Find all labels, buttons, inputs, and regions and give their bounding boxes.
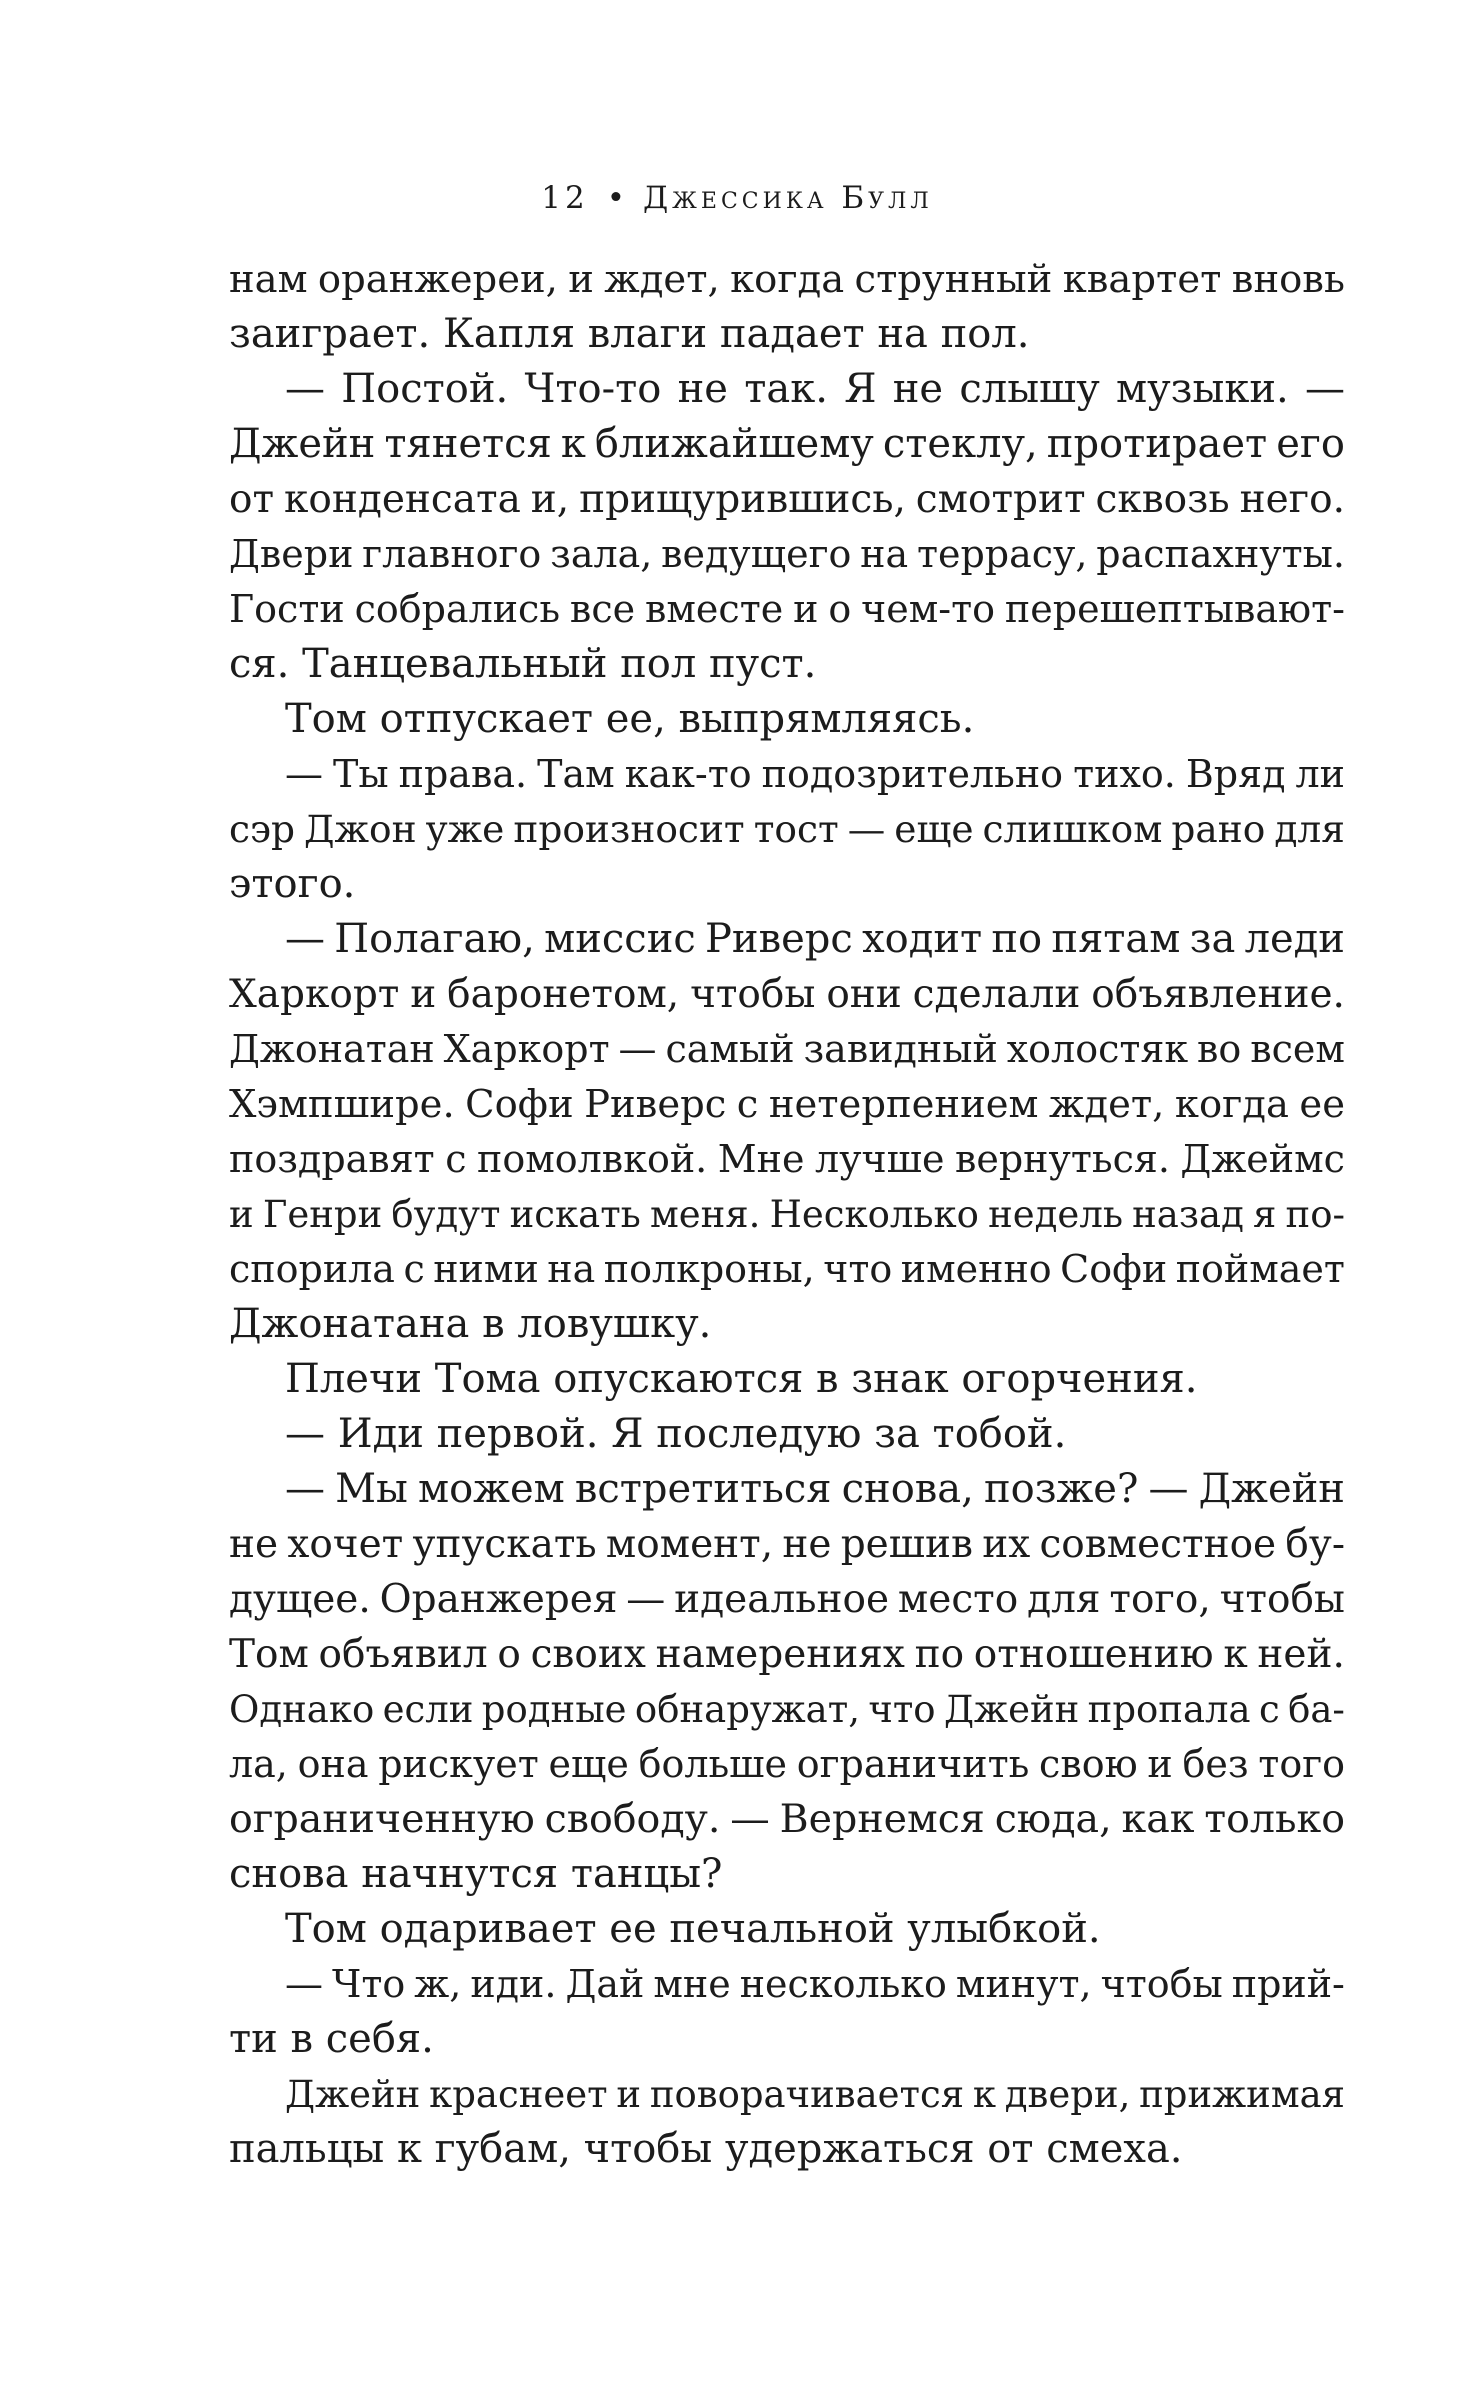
text-line: — Постой. Что-то не так. Я не слышу музыки. —: [285, 366, 1345, 412]
text-line: Том объявил о своих намерениях по отношению к ней.: [229, 1632, 1345, 1677]
text-line: ограниченную свободу. — Вернемся сюда, как только: [229, 1796, 1345, 1842]
body-text: [229, 252, 1345, 2177]
text-line: спорила с ними на полкроны, что именно Софи поймает: [229, 1247, 1345, 1291]
text-line: Джонатана в ловушку.: [229, 1301, 712, 1347]
text-line: Джонатан Харкорт — самый завидный холостяк во всем: [229, 1027, 1345, 1071]
text-line: заиграет. Капля влаги падает на пол.: [229, 311, 1030, 357]
text-line: этого.: [229, 861, 356, 907]
text-line: дущее. Оранжерея — идеальное место для того, чтобы: [229, 1577, 1345, 1622]
text-line: — Что ж, иди. Дай мне несколько минут, чтобы прий-: [285, 1962, 1345, 2006]
text-line: Плечи Тома опускаются в знак огорчения.: [285, 1356, 1198, 1402]
text-line: Хэмпшире. Софи Риверс с нетерпением ждет, когда ее: [229, 1082, 1345, 1127]
text-line: нам оранжереи, и ждет, когда струнный квартет вновь: [229, 257, 1345, 302]
text-line: ся. Танцевальный пол пуст.: [229, 641, 817, 687]
text-line: поздравят с помолвкой. Мне лучше вернуться. Джеймс: [229, 1137, 1345, 1181]
text-line: не хочет упускать момент, не решив их совместное бу-: [229, 1522, 1345, 1567]
text-line: пальцы к губам, чтобы удержаться от смеха.: [229, 2126, 1183, 2172]
text-line: — Ты права. Там как-то подозрительно тихо. Вряд ли: [285, 752, 1345, 796]
text-line: Том отпускает ее, выпрямляясь.: [285, 696, 975, 742]
header-author: Джессика Булл: [642, 180, 933, 216]
text-line: сэр Джон уже произносит тост — еще слишком рано для: [229, 807, 1345, 851]
header-separator: •: [606, 180, 625, 216]
text-line: Харкорт и баронетом, чтобы они сделали объявление.: [229, 972, 1345, 1017]
text-line: Джейн тянется к ближайшему стеклу, протирает его: [229, 421, 1345, 467]
text-line: ти в себя.: [229, 2016, 434, 2062]
text-line: Том одаривает ее печальной улыбкой.: [285, 1906, 1101, 1952]
text-line: Однако если родные обнаружат, что Джейн пропала с ба-: [229, 1688, 1345, 1731]
text-line: и Генри будут искать меня. Несколько недель назад я по-: [229, 1193, 1345, 1236]
text-line: Двери главного зала, ведущего на террасу, распахнуты.: [229, 532, 1345, 576]
running-header: [0, 178, 1474, 218]
text-line: Джейн краснеет и поворачивается к двери, прижимая: [285, 2073, 1345, 2116]
text-line: — Мы можем встретиться снова, позже? — Джейн: [285, 1466, 1345, 1512]
text-line: — Иди первой. Я последую за тобой.: [285, 1411, 1067, 1457]
text-line: от конденсата и, прищурившись, смотрит сквозь него.: [229, 477, 1345, 522]
text-line: — Полагаю, миссис Риверс ходит по пятам за леди: [285, 916, 1345, 962]
text-line: снова начнутся танцы?: [229, 1851, 723, 1897]
page-number: 12: [541, 180, 589, 216]
text-line: ла, она рискует еще больше ограничить свою и без того: [229, 1742, 1345, 1786]
text-line: Гости собрались все вместе и о чем-то перешептывают-: [229, 587, 1345, 631]
